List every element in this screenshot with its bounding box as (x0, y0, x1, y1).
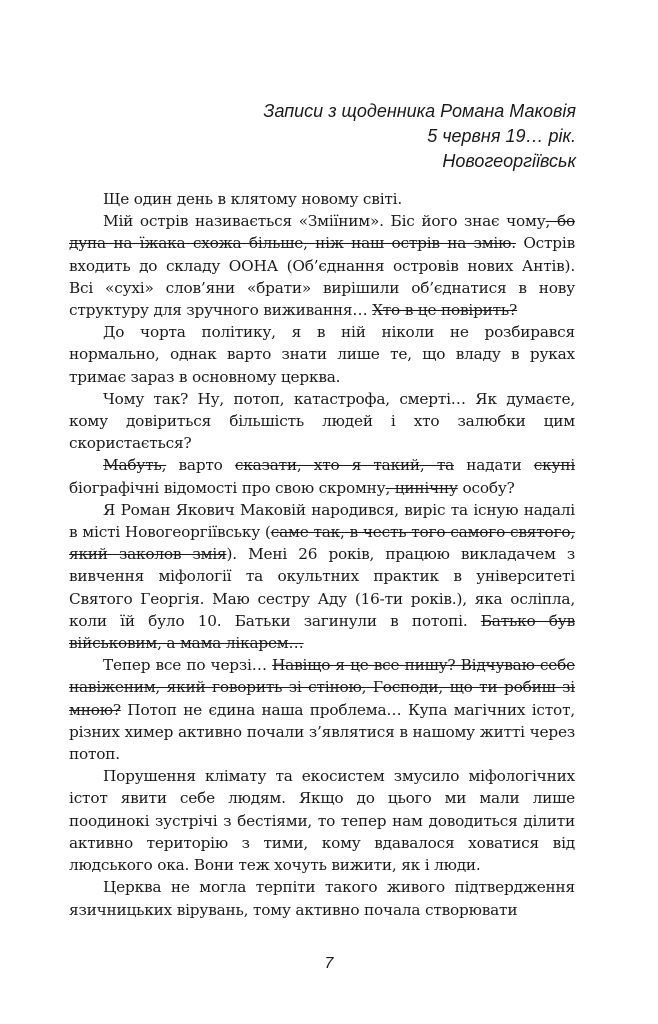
text-run: Чому так? Ну, потоп, катастрофа, смерті… Як думаєте, кому довіриться більшість людей і хто залюбки цим скористається? (69, 389, 575, 453)
text-run: ). Мені 26 років, працюю викладачем з вивчення міфології та окультних практик в університеті Святого Георгія. Маю сестру Аду (16-ти років.), яка осліпла, коли їй було 10. Батьки загинули в потопі. (69, 545, 575, 630)
page-number: 7 (324, 955, 334, 972)
struck-text: саме так, в честь того самого святого, який заколов змія (69, 523, 575, 564)
struck-text: Батько був військовим, а мама лікарем… (69, 611, 575, 653)
header-date: 5 червня 19… рік. (427, 126, 576, 146)
paragraph (69, 188, 575, 210)
header-place: Новогеоргіївськ (442, 151, 576, 171)
paragraph (69, 499, 575, 654)
text-run: Порушення клімату та екосистем змусило міфологічних істот явити себе людям. Якщо до цього ми мали лише поодинокі зустрічі з бестіями, то тепер нам доводиться ділити активно територію з тими, кому вдавалося ховатися від людського ока. Вони теж хочуть вижити, як і люди. (69, 767, 575, 875)
struck-text: скупі (533, 456, 576, 475)
struck-text: , бо дупа на їжака схожа більше, ніж наш острів на змію. (69, 212, 575, 253)
text-run: варто (166, 456, 235, 475)
diary-body (69, 188, 575, 921)
paragraph (69, 654, 575, 765)
text-run: Тепер все по черзі… (103, 656, 273, 675)
text-run: Потоп не єдина наша проблема… Купа магічних істот, різних химер активно почали з’являтися в нашому житті через потоп. (69, 700, 575, 764)
text-run: Острів входить до складу ООНА (Об’єднання островів нових Антів). Всі «сухі» слов’яни «брати» вирішили об’єднатися в нову структуру для зручного виживання… (69, 234, 575, 320)
paragraph (69, 321, 575, 388)
struck-text: Мабуть, (103, 456, 167, 475)
text-run: Я Роман Якович Маковій народився, виріс та існую надалі в місті Новогеоргіївську ( (69, 500, 575, 542)
diary-header (263, 99, 576, 174)
struck-text: Хто в це повірить? (372, 301, 518, 320)
struck-text: Навіщо я це все пишу? Відчуваю себе навіженим, який говорить зі стіною, Господи, що ти робиш зі мною? (69, 656, 575, 719)
paragraph (69, 765, 575, 876)
paragraph (69, 454, 575, 498)
paragraph (69, 876, 575, 920)
paragraph (69, 388, 575, 455)
text-run: Мій острів називається «Зміїним». Біс його знає чому (103, 212, 546, 231)
text-run: особу? (457, 478, 515, 497)
struck-text: сказати, хто я такий, та (234, 456, 455, 475)
header-title: Записи з щоденника Романа Маковія (263, 101, 576, 121)
text-run: біографічні відомості про свою скромну (69, 478, 386, 497)
text-run: Ще один день в клятому новому світі. (103, 190, 403, 208)
paragraph (69, 210, 575, 321)
text-run: надати (454, 456, 534, 475)
text-run: До чорта політику, я в ній ніколи не розбирався нормально, однак варто знати лише те, що владу в руках тримає зараз в основному церква. (69, 323, 575, 386)
text-run: Церква не могла терпіти такого живого підтвердження язичницьких вірувань, тому активно почала створювати (69, 878, 575, 919)
struck-text: , цинічну (385, 478, 458, 497)
